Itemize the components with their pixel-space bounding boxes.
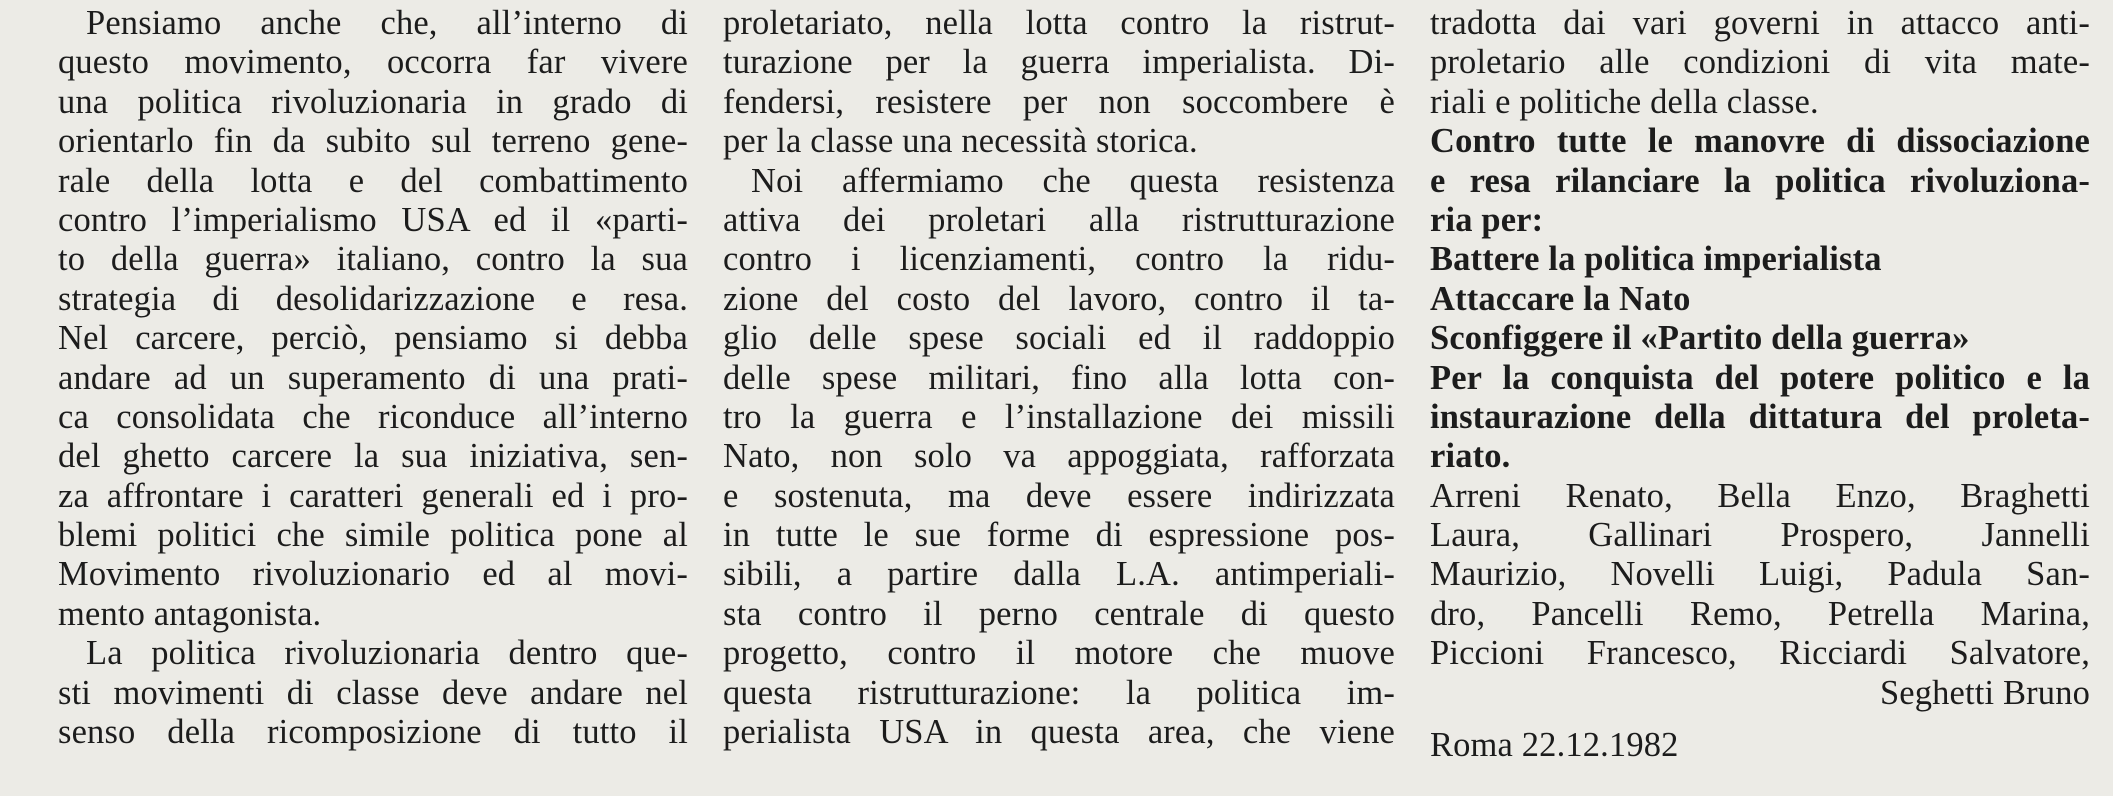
text-line: Attaccare la Nato: [1430, 279, 1691, 318]
text-line: sta contro il perno centrale di questo: [723, 594, 1395, 633]
text-line: to della guerra» italiano, contro la sua: [58, 240, 688, 279]
text-line: fendersi, resistere per non soccombere è: [723, 82, 1395, 121]
text-line: e resa rilanciare la politica rivoluziona-: [1430, 161, 2090, 200]
text-line: proletariato, nella lotta contro la ristrut-: [723, 4, 1395, 42]
text-line: ca consolidata che riconduce all’interno: [58, 397, 688, 436]
text-line: andare ad un superamento di una prati-: [58, 358, 688, 397]
text-line: Contro tutte le manovre di dissociazione: [1430, 122, 2090, 161]
text-line: del ghetto carcere la sua iniziativa, sen-: [58, 437, 688, 476]
text-line: Pensiamo anche che, all’interno di: [86, 4, 688, 42]
text-line: per la classe una necessità storica.: [723, 122, 1198, 161]
text-line: proletario alle condizioni di vita mate-: [1430, 43, 2090, 82]
text-line: attiva dei proletari alla ristrutturazione: [723, 200, 1395, 239]
text-line: La politica rivoluzionaria dentro que-: [86, 634, 688, 673]
text-line: instaurazione della dittatura del proleta-: [1430, 397, 2090, 436]
text-line: Roma 22.12.1982: [1430, 726, 1679, 765]
text-line: orientarlo fin da subito sul terreno gene-: [58, 122, 688, 161]
text-line: Nato, non solo va appoggiata, rafforzata: [723, 437, 1395, 476]
text-line: sti movimenti di classe deve andare nel: [58, 673, 688, 712]
text-line: riali e politiche della classe.: [1430, 82, 1819, 121]
text-line: perialista USA in questa area, che viene: [723, 713, 1395, 752]
text-line: mento antagonista.: [58, 594, 322, 633]
text-line: contro i licenziamenti, contro la ridu-: [723, 240, 1395, 279]
text-line: e sostenuta, ma deve essere indirizzata: [723, 476, 1395, 515]
text-line: za affrontare i caratteri generali ed i pro-: [58, 476, 688, 515]
text-line: senso della ricomposizione di tutto il: [58, 713, 688, 752]
text-column-3: [1430, 4, 2090, 765]
text-line: Seghetti Bruno: [1879, 673, 2090, 712]
text-line: Per la conquista del potere politico e la: [1430, 358, 2090, 397]
text-line: Battere la politica imperialista: [1430, 240, 1882, 279]
text-line: Maurizio, Novelli Luigi, Padula San-: [1430, 555, 2090, 594]
text-line: in tutte le sue forme di espressione pos-: [723, 516, 1395, 555]
text-line: Piccioni Francesco, Ricciardi Salvatore,: [1430, 634, 2090, 673]
text-line: una politica rivoluzionaria in grado di: [58, 82, 688, 121]
text-line: questo movimento, occorra far vivere: [58, 43, 688, 82]
text-line: questa ristrutturazione: la politica im-: [723, 673, 1395, 712]
text-column-1: [58, 4, 688, 752]
text-line: glio delle spese sociali ed il raddoppio: [723, 319, 1395, 358]
text-line: tro la guerra e l’installazione dei missili: [723, 397, 1395, 436]
text-line: progetto, contro il motore che muove: [723, 634, 1395, 673]
text-line: Movimento rivoluzionario ed al movi-: [58, 555, 688, 594]
text-line: tradotta dai vari governi in attacco anti-: [1430, 4, 2090, 42]
text-line: contro l’imperialismo USA ed il «parti-: [58, 200, 688, 239]
text-line: Sconfiggere il «Partito della guerra»: [1430, 319, 1970, 358]
text-line: delle spese militari, fino alla lotta con-: [723, 358, 1395, 397]
text-line: rale della lotta e del combattimento: [58, 161, 688, 200]
text-line: Nel carcere, perciò, pensiamo si debba: [58, 319, 688, 358]
text-column-2: [723, 4, 1395, 752]
text-line: ria per:: [1430, 200, 1544, 239]
text-line: zione del costo del lavoro, contro il ta-: [723, 279, 1395, 318]
text-line: strategia di desolidarizzazione e resa.: [58, 279, 688, 318]
text-line: sibili, a partire dalla L.A. antimperiali-: [723, 555, 1395, 594]
text-line: Laura, Gallinari Prospero, Jannelli: [1430, 516, 2090, 555]
text-line: blemi politici che simile politica pone al: [58, 516, 688, 555]
text-line: riato.: [1430, 437, 1511, 476]
text-line: Arreni Renato, Bella Enzo, Braghetti: [1430, 476, 2090, 515]
text-line: Noi affermiamo che questa resistenza: [751, 161, 1395, 200]
text-line: dro, Pancelli Remo, Petrella Marina,: [1430, 594, 2090, 633]
text-line: turazione per la guerra imperialista. Di-: [723, 43, 1395, 82]
